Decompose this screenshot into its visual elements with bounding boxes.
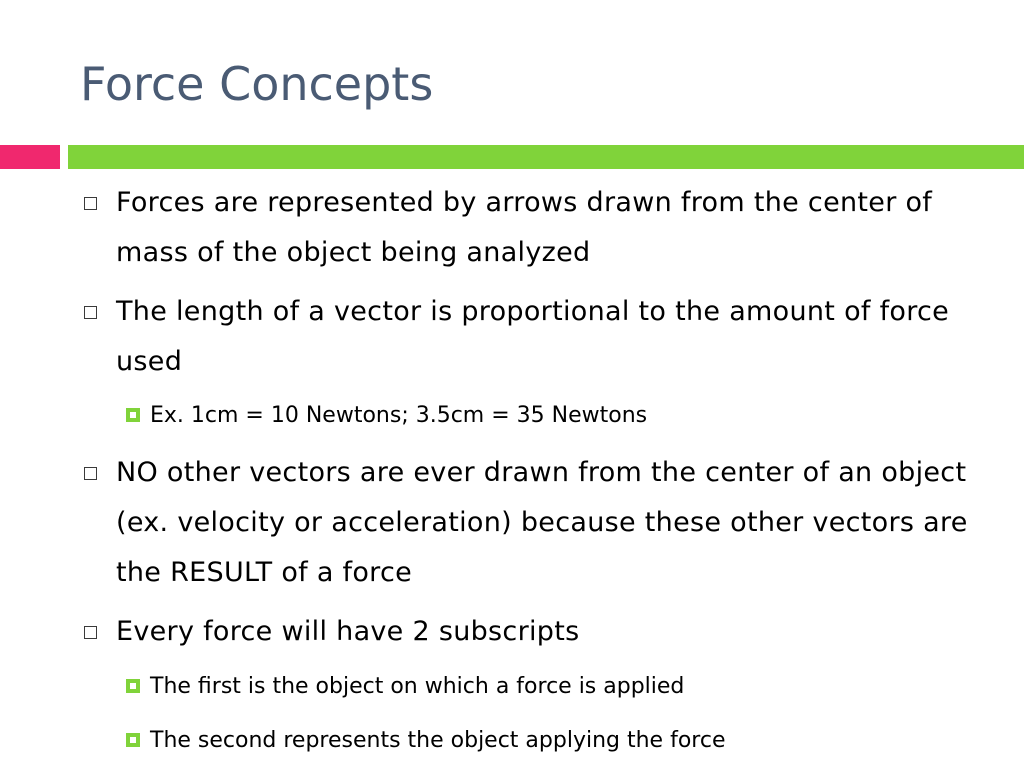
bullet-item — [80, 178, 980, 278]
filled-square-bullet-icon — [126, 408, 140, 422]
hollow-square-bullet-icon — [84, 467, 97, 480]
hollow-square-bullet-icon — [84, 197, 97, 210]
hollow-square-bullet-icon — [84, 306, 97, 319]
sub-bullet-item — [122, 725, 1002, 757]
sub-bullet-text: The first is the object on which a force is applied — [150, 674, 685, 699]
sub-bullet-item — [122, 671, 1002, 703]
bullet-text: Every force will have 2 subscripts — [116, 616, 580, 647]
bullet-item — [80, 448, 980, 598]
bullet-text: Forces are represented by arrows drawn from the center of mass of the object being analyzed — [116, 187, 933, 268]
bullet-item — [80, 287, 980, 387]
slide-title: Force Concepts — [80, 57, 434, 111]
filled-square-bullet-icon — [126, 679, 140, 693]
bullet-text: The length of a vector is proportional to the amount of force used — [116, 296, 950, 377]
sub-bullet-text: Ex. 1cm = 10 Newtons; 3.5cm = 35 Newtons — [150, 403, 648, 428]
bullet-text: NO other vectors are ever drawn from the center of an object (ex. velocity or acceleration) because these other vectors are the RESULT of a force — [116, 457, 968, 588]
sub-bullet-item — [122, 400, 1002, 432]
hollow-square-bullet-icon — [84, 626, 97, 639]
filled-square-bullet-icon — [126, 733, 140, 747]
sub-bullet-text: The second represents the object applying the force — [150, 728, 726, 753]
bullet-item — [80, 607, 980, 657]
